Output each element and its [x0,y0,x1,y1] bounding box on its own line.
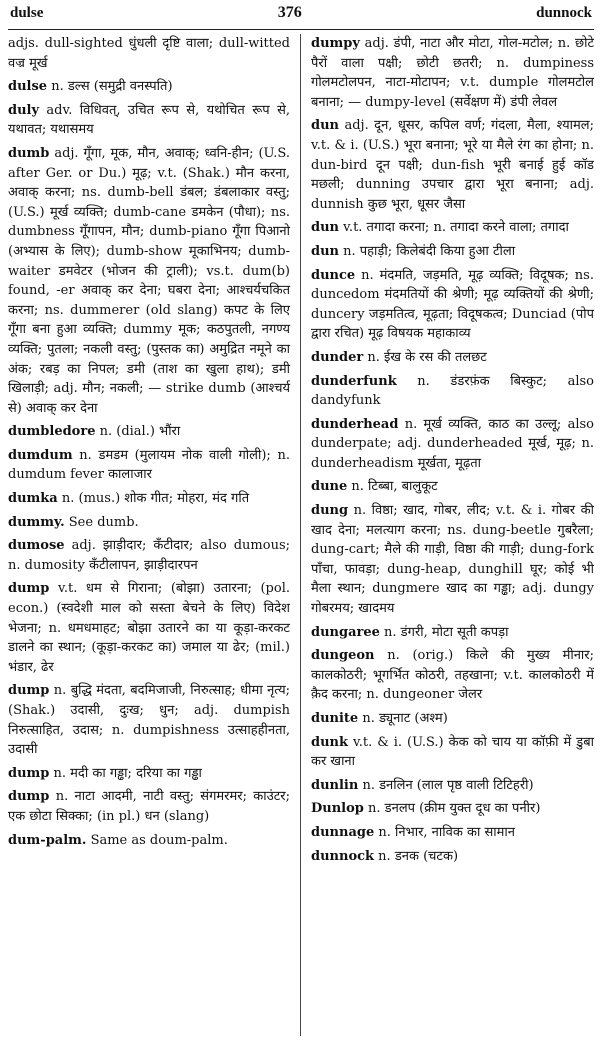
right-column [301,34,594,1036]
dictionary-entry [8,536,290,575]
entry-definition: n. मदी का गड्ढा; दरिया का गड्ढा [49,765,202,781]
dictionary-entry [311,415,594,474]
entry-definition: v.t. & i. (U.S.) केक को चाय या कॉफ़ी में डुबा कर खाना [311,734,594,770]
entry-definition: adjs. dull-sighted धुंधली दृष्टि वाला; dull-witted वज्र मूर्ख [8,36,290,71]
entry-headword: dumka [8,491,58,507]
left-column [8,34,301,1036]
entry-headword: dungeon [311,648,375,664]
entry-definition: v.t. तगादा करना; n. तगादा करने वाला; तगादा [339,220,569,236]
dictionary-entry [8,579,290,677]
header-first-word: dulse [10,5,44,21]
entry-headword: dunderhead [311,416,399,432]
dictionary-entry [311,116,594,214]
entry-definition: n. निभार, नाविक का सामान [374,824,515,840]
entry-headword: dung [311,503,349,519]
entry-headword: dump [8,765,50,781]
entry-headword: dunite [311,711,359,726]
dictionary-entry [311,34,594,112]
entry-definition: n. डनक (चटक) [374,848,459,864]
entry-definition: n. (mus.) शोक गीत; मोहरा, मंद गति [57,491,250,507]
entry-definition: n. टिब्बा, बालुकूट [347,479,438,495]
entry-definition: v.t. धम से गिराना; (बोझा) उतारना; (pol. econ.) (स्वदेशी माल को सस्ता बेचने के लिए) विदेश भेजना; n. धमधमाहट; बोझा उतारने का या कूड़ा-करकट डालने का स्थान; (कूड़ा-करकट का) जमाल या ढेर; (mil.) भंडार, ढेर [8,581,290,675]
dictionary-entry [311,646,594,705]
dictionary-entry [8,513,290,533]
entry-definition: n. डनलप (क्रीम युक्त दूध का पनीर) [363,801,541,817]
dictionary-entry [311,733,594,772]
entry-definition: n. मूर्ख व्यक्ति, काठ का उल्लू; also dunderpate; adj. dunderheaded मूर्ख, मूढ़; n. dunderheadism मूर्खता, मूढ़ता [311,416,594,471]
dictionary-entry [8,681,290,759]
entry-headword: dumose [8,538,65,554]
dictionary-entry [8,446,290,485]
dictionary-entry [311,623,594,643]
dictionary-entry [311,348,594,368]
entry-headword: dump [8,789,50,805]
entry-definition: See dumb. [64,514,139,530]
entry-definition: adj. डंपी, नाटा और मोटा, गोल-मटोल; n. छोटे पैरों वाला पक्षी; छोटी छतरी; n. dumpiness गोलमटोलपन, नाटा-मोटापन; v.t. dumple गोलमटोल बनाना; — dumpy-level (सर्वेक्षण में) डंपी लेवल [311,36,594,110]
dictionary-entry [8,764,290,784]
dictionary-entry [311,776,594,796]
entry-definition: adj. झाड़ीदार; कँटीदार; also dumous; n. dumosity कँटीलापन, झाड़ीदारपन [8,538,290,573]
dictionary-entry [311,823,594,843]
entry-definition: n. पहाड़ी; किलेबंदी किया हुआ टीला [339,243,516,259]
entry-headword: duly [8,102,40,118]
entry-headword: dunk [311,734,349,750]
entry-definition: adj. दून, धूसर, कपिल वर्ण; गंदला, मैला, श्यामल; v.t. & i. (U.S.) भूरा बनाना; भूरे या मैले रंग का होना; n. dun-bird दून पक्षी; dun-fish भूरी बनाई हुई कॉड मछली; dunning उपचार द्वारा भूरा बनाना; adj. dunnish कुछ भूरा, धूसर जैसा [311,118,594,212]
entry-definition: n. ड्यूनाट (अश्म) [358,711,448,726]
entry-definition: n. ईख के रस की तलछट [363,349,487,365]
dictionary-entry [8,422,290,442]
entry-definition: n. विष्ठा; खाद, गोबर, लीद; v.t. & i. गोबर की खाद देना; मलत्याग करना; ns. dung-beetle गुबरैला; dung-cart; मैले की गाड़ी, विष्ठा की गाड़ी; dung-fork पाँचा, फावड़ा; dung-heap, dunghill घूर; कोई भी मैला स्थान; dungmere खाद का गड्ढा; adj. dungy गोबरमय; खादमय [311,503,594,617]
dictionary-entry [8,34,290,73]
entry-headword: dum-palm. [8,832,87,848]
dictionary-entry [311,847,594,867]
dictionary-entry [311,372,594,411]
dictionary-entry [311,266,594,344]
entry-headword: dump [8,581,50,597]
entry-definition: n. डंगरी, मोटा सूती कपड़ा [379,624,509,640]
dictionary-entry [311,709,594,729]
entry-definition: n. बुद्धि मंदता, बदमिजाजी, निरुत्साह; धीमा नृत्य; (Shak.) उदासी, दुःख; धुन; adj. dumpish निरुत्साहित, उदास; n. dumpishness उत्साहहीनता, उदासी [8,683,290,758]
dictionary-entry [311,242,594,262]
entry-definition: n. (dial.) भौंरा [95,424,181,440]
entry-headword: dulse [8,79,48,95]
entry-headword: dumpy [311,36,360,51]
dictionary-entry [8,77,290,97]
dictionary-entry [8,831,290,851]
entry-definition: adj. गूँगा, मूक, मौन, अवाक्; ध्वनि-हीन; (U.S. after Ger. or Du.) मूढ़; v.t. (Shak.) मौन करना, अवाक् करना; ns. dumb-bell डंबल; डंबलाकार वस्तु; (U.S.) मूर्ख व्यक्ति; dumb-cane डमकेन (पौधा); ns. dumbness गूँगापन, मौन; dumb-piano गूँगा पिआनो (अभ्यास के लिए); dumb-show मूकाभिनय; dumb-waiter डमवेटर (भोजन की ट्राली); vs.t. dum(b) found, -er अवाक् कर देना; घबरा देना; आश्चर्यचकित करना; ns. dummerer (old slang) कपट के लिए गूँगा बना हुआ व्यक्ति; dummy मूक; कठपुतली, नगण्य व्यक्ति; पुतला; नकली वस्तु; (पुस्तक का) अमुद्रित नमूने का अंक; रबड़ का निपल; डमी (ताश का खुला हाथ); डमी खिलाड़ी; adj. मौन; नकली; — strike dumb (आश्चर्य से) अवाक् कर देना [8,145,290,416]
dictionary-entry [311,477,594,497]
entry-definition: Same as doum-palm. [86,832,228,848]
entry-headword: dunderfunk [311,373,397,389]
entry-definition: n. डनलिन (लाल पृष्ठ वाली टिटिहरी) [358,777,534,793]
entry-headword: dunnage [311,824,375,840]
entry-headword: dumdum [8,447,73,463]
entry-headword: dun [311,243,339,259]
entry-definition: n. डमडम (मुलायम नोक वाली गोली); n. dumdum fever कालाजार [8,447,290,483]
entry-headword: dune [311,479,348,495]
entry-headword: dunnock [311,848,375,864]
entry-headword: dun [311,118,339,134]
header-last-word: dunnock [536,5,592,21]
entry-definition: n. मंदमति, जड़मति, मूढ़ व्यक्ति; विदूषक; ns. duncedom मंदमतियों की श्रेणी; मूढ़ व्यक्तियों की श्रेणी; duncery जड़मतित्व, मूढ़ता; विदूषकत्व; Dunciad (पोप द्वारा रचित) मूढ़ विषयक महाकाव्य [311,267,594,342]
dictionary-entry [311,799,594,819]
entry-definition: n. (orig.) किले की मुख्य मीनार; कालकोठरी; भूगर्भित कोठरी, तहखाना; v.t. कालकोठरी में क़ैद करना; n. dungeoner जेलर [311,648,594,703]
entry-headword: dummy. [8,514,65,530]
entry-headword: dunder [311,349,364,365]
dictionary-entry [8,787,290,826]
dictionary-entry [311,218,594,238]
page-number: 376 [277,4,302,21]
dictionary-entry [8,101,290,140]
entry-headword: Dunlop [311,801,364,817]
entry-definition: n. नाटा आदमी, नाटी वस्तु; संगमरमर; काउंटर; एक छोटा सिक्का; (in pl.) धन (slang) [8,789,290,824]
entry-headword: dunlin [311,777,359,793]
entry-headword: dumbledore [8,424,96,440]
page-header [8,4,594,30]
entry-headword: dumb [8,145,50,161]
entry-headword: dunce [311,267,356,283]
dictionary-entry [311,501,594,619]
entry-headword: dun [311,220,339,236]
dictionary-entry [8,489,290,509]
entry-definition: n. डंडरफ़ंक बिस्कुट; also dandyfunk [311,373,594,409]
entry-definition: adv. विधिवत्, उचित रूप से, यथोचित रूप से, यथावत; यथासमय [8,102,290,138]
dictionary-entry [8,144,290,418]
entry-headword: dump [8,683,50,699]
entry-definition: n. डल्स (समुद्री वनस्पति) [47,79,173,95]
columns [8,34,594,1036]
entry-headword: dungaree [311,624,380,640]
